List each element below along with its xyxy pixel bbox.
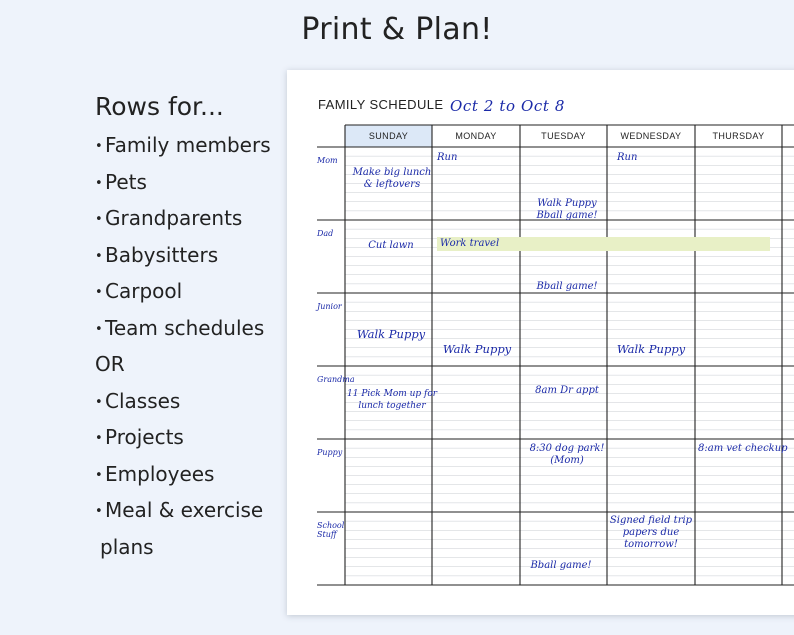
feature-list-item — [95, 237, 271, 274]
entry-grandma-sunday: 11 Pick Mom up for lunch together — [347, 389, 438, 411]
entry-puppy-tuesday: 8:30 dog park! (Mom) — [529, 443, 605, 466]
day-header-tuesday: TUESDAY — [541, 131, 586, 141]
feature-list-item-text: Employees — [105, 461, 215, 486]
entry-mom-monday: Run — [437, 152, 458, 163]
feature-list-item-text: plans — [100, 534, 154, 559]
bullet-icon: • — [95, 394, 103, 410]
day-header-wednesday: WEDNESDAY — [620, 131, 682, 141]
feature-list-item-text: Babysitters — [105, 242, 219, 267]
day-header-monday: MONDAY — [455, 131, 497, 141]
schedule-sheet — [287, 70, 794, 615]
feature-list-heading: Rows for... — [95, 92, 224, 121]
feature-list-item — [95, 200, 271, 237]
entry-school-wednesday: Signed field trip papers due tomorrow! — [609, 515, 693, 550]
feature-list-item — [95, 529, 271, 566]
feature-list-item — [95, 273, 271, 310]
entry-dad-work-travel: Work travel — [440, 238, 500, 249]
entry-puppy-thursday: 8:am vet checkup — [698, 443, 788, 454]
bullet-icon: • — [95, 431, 103, 446]
entry-mom-sunday: Make big lunch & leftovers — [352, 167, 432, 190]
bullet-icon: • — [95, 175, 103, 191]
bullet-icon: • — [95, 212, 103, 227]
schedule-grid — [287, 70, 794, 615]
feature-list-item-text: Grandparents — [105, 206, 243, 230]
headline: Print & Plan! — [301, 12, 493, 47]
day-header-sunday: SUNDAY — [368, 131, 409, 141]
feature-list-item — [95, 383, 271, 420]
feature-list-item — [95, 164, 271, 201]
row-label: School Stuff — [317, 521, 345, 539]
entry-junior-monday: Walk Puppy — [442, 342, 512, 356]
schedule-date-range: Oct 2 to Oct 8 — [450, 97, 566, 115]
feature-list-item-text: Projects — [105, 425, 184, 449]
entry-dad-tuesday: Bball game! — [536, 281, 598, 292]
feature-list-item — [95, 492, 271, 529]
feature-list-item — [95, 310, 271, 347]
bullet-icon: • — [95, 467, 103, 483]
feature-list-item-text: Meal & exercise — [105, 498, 264, 522]
feature-list-item-text: Family members — [105, 133, 271, 157]
entry-mom-tuesday: Walk Puppy Bball game! — [536, 198, 598, 221]
bullet-icon: • — [95, 285, 103, 300]
feature-list-item-text: Pets — [105, 169, 147, 194]
row-label: Dad — [317, 229, 334, 238]
entry-grandma-tuesday: 8am Dr appt — [535, 385, 599, 396]
feature-list-item-text: Carpool — [105, 279, 183, 303]
row-label: Grandma — [317, 375, 355, 384]
bullet-icon: • — [95, 321, 103, 337]
entry-school-tuesday: Bball game! — [530, 560, 592, 571]
feature-list-item — [95, 127, 271, 164]
entry-junior-wednesday: Walk Puppy — [616, 342, 686, 356]
feature-list — [95, 92, 271, 565]
feature-list-item-text: Team schedules — [105, 315, 265, 340]
row-label: Junior — [317, 302, 342, 311]
feature-list-item — [95, 456, 271, 493]
day-header-thursday: THURSDAY — [712, 131, 765, 141]
bullet-icon: • — [95, 139, 103, 154]
bullet-icon: • — [95, 248, 103, 264]
feature-list-items — [95, 127, 271, 565]
feature-list-item — [95, 346, 271, 383]
feature-list-item — [95, 419, 271, 456]
bullet-icon: • — [95, 504, 103, 519]
row-label: Puppy — [317, 448, 343, 457]
feature-list-item-text: OR — [95, 352, 125, 376]
entry-mom-wednesday: Run — [617, 152, 638, 163]
entry-junior-sunday: Walk Puppy — [356, 327, 426, 341]
entry-dad-sunday: Cut lawn — [368, 240, 414, 251]
row-label: Mom — [317, 156, 338, 165]
schedule-title: FAMILY SCHEDULE — [318, 97, 444, 112]
feature-list-item-text: Classes — [105, 388, 181, 413]
